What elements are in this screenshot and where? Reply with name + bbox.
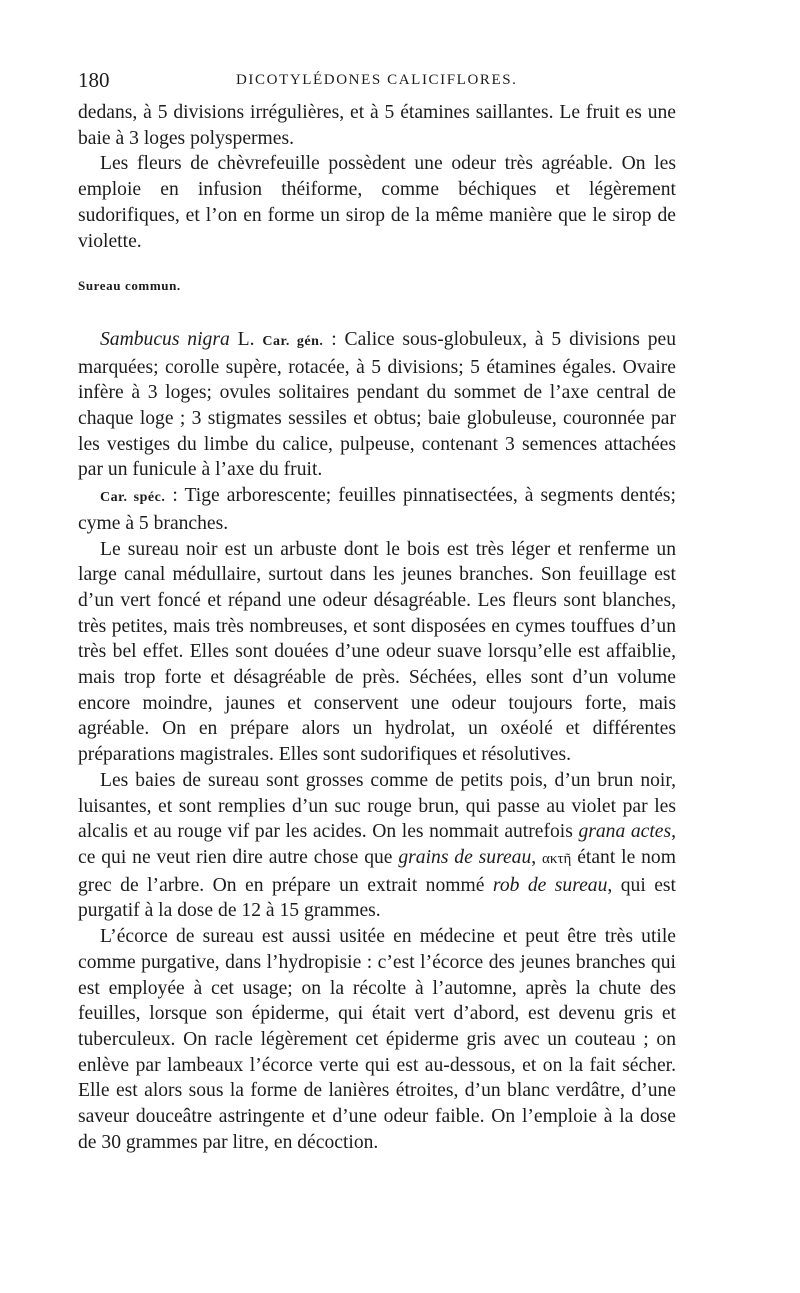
text-run: étant le nom grec de l’arbre. On en prépare un extrait nommé xyxy=(78,846,676,896)
running-head: DICOTYLÉDONES CALICIFLORES. xyxy=(236,72,518,88)
paragraph-ecorce xyxy=(78,924,676,1155)
greek-word: ακτῆ xyxy=(542,850,572,867)
latin-name: Sambucus nigra xyxy=(100,328,230,350)
page-body xyxy=(78,100,676,1155)
paragraph-baies xyxy=(78,768,676,924)
text-run: , qui est purgatif à la dose de 12 à 15 grammes. xyxy=(78,874,676,922)
generic-characters-label: Car. gén. xyxy=(262,333,324,349)
paragraph-text: L’écorce de sureau est aussi usitée en médecine et peut être très utile comme purgative, dans l’hydropisie : c’est l’écorce des jeunes branches qui est employée à cet usage; on la récolte à l’automne, après la chute des feuilles, lorsque son épiderme, qui était vert d’abord, est devenu gris et tuberculeux. On racle légèrement cet épiderme gris avec un couteau ; on enlève par lambeaux l’écorce verte qui est au-dessous, et on la fait sécher. Elle est alors sous la forme de lanières étroites, d’un blanc verdâtre, d’une saveur douceâtre astringente et d’une odeur faible. On l’emploie à la dose de 30 grammes par litre, en décoction. xyxy=(78,926,676,1153)
paragraph-specific-characters xyxy=(78,483,676,536)
italic-term: rob de sureau xyxy=(492,874,608,896)
paragraph-generic-characters xyxy=(78,327,676,483)
page-number: 180 xyxy=(78,68,110,92)
section-title: Sureau commun. xyxy=(78,278,181,294)
page-header xyxy=(78,68,678,98)
paragraph-text: : Calice sous-globuleux, à 5 divisions peu marquées; corolle supère, rotacée, à 5 divisions; 5 étamines égales. Ovaire infère à 3 loges; ovules solitaires pendant du sommet de l’axe central de chaque loge ; 3 stigmates sessiles et obtus; baie globuleuse, couronnée par les vestiges du limbe du calice, pulpeuse, contenant 3 semences attachées par un funicule à l’axe du fruit. xyxy=(78,328,676,481)
paragraph-text: Les fleurs de chèvrefeuille possèdent une odeur très agréable. On les emploie en infusion théiforme, comme béchiques et légèrement sudorifiques, et l’on en forme un sirop de la même manière que le sirop de violette. xyxy=(78,153,676,252)
paragraph-text: : Tige arborescente; feuilles pinnatisectées, à segments dentés; cyme à 5 branches. xyxy=(78,485,676,534)
paragraph-sureau-noir xyxy=(78,537,676,768)
text-run: Les baies de sureau sont grosses comme de petits pois, d’un brun noir, luisantes, et sont remplies d’un suc rouge brun, qui passe au violet par les alcalis et au rouge vif par les acides. On les nommait autrefois xyxy=(78,769,676,843)
paragraph-chevrefeuille xyxy=(78,151,676,254)
text-run: , xyxy=(531,846,537,868)
specific-characters-label: Car. spéc. xyxy=(100,490,166,506)
paragraph-text: Le sureau noir est un arbuste dont le bois est très léger et renferme un large canal médullaire, surtout dans les jeunes branches. Son feuillage est d’un vert foncé et répand une odeur désagréable. Les fleurs sont blanches, très petites, mais très nombreuses, et sont disposées en cymes touffues d’un très bel effet. Elles sont douées d’une odeur suave lorsqu’elle est affaiblie, mais trop forte et désagréable de près. Séchées, elles sont d’un volume encore moindre, jaunes et conservent une odeur toujours forte, mais agréable. On en prépare alors un hydrolat, un oxéolé et différentes préparations magistrales. Elles sont sudorifiques et résolutives. xyxy=(78,538,676,766)
italic-term: grains de sureau xyxy=(398,846,532,868)
paragraph-continued xyxy=(78,100,676,151)
text-run: , ce qui ne veut rien dire autre chose que xyxy=(78,821,676,868)
paragraph-text: dedans, à 5 divisions irrégulières, et à 5 étamines saillantes. Le fruit es une baie à 3 loges polyspermes. xyxy=(78,102,676,149)
author-abbrev: L. xyxy=(237,328,255,350)
italic-term: grana actes xyxy=(578,821,672,843)
